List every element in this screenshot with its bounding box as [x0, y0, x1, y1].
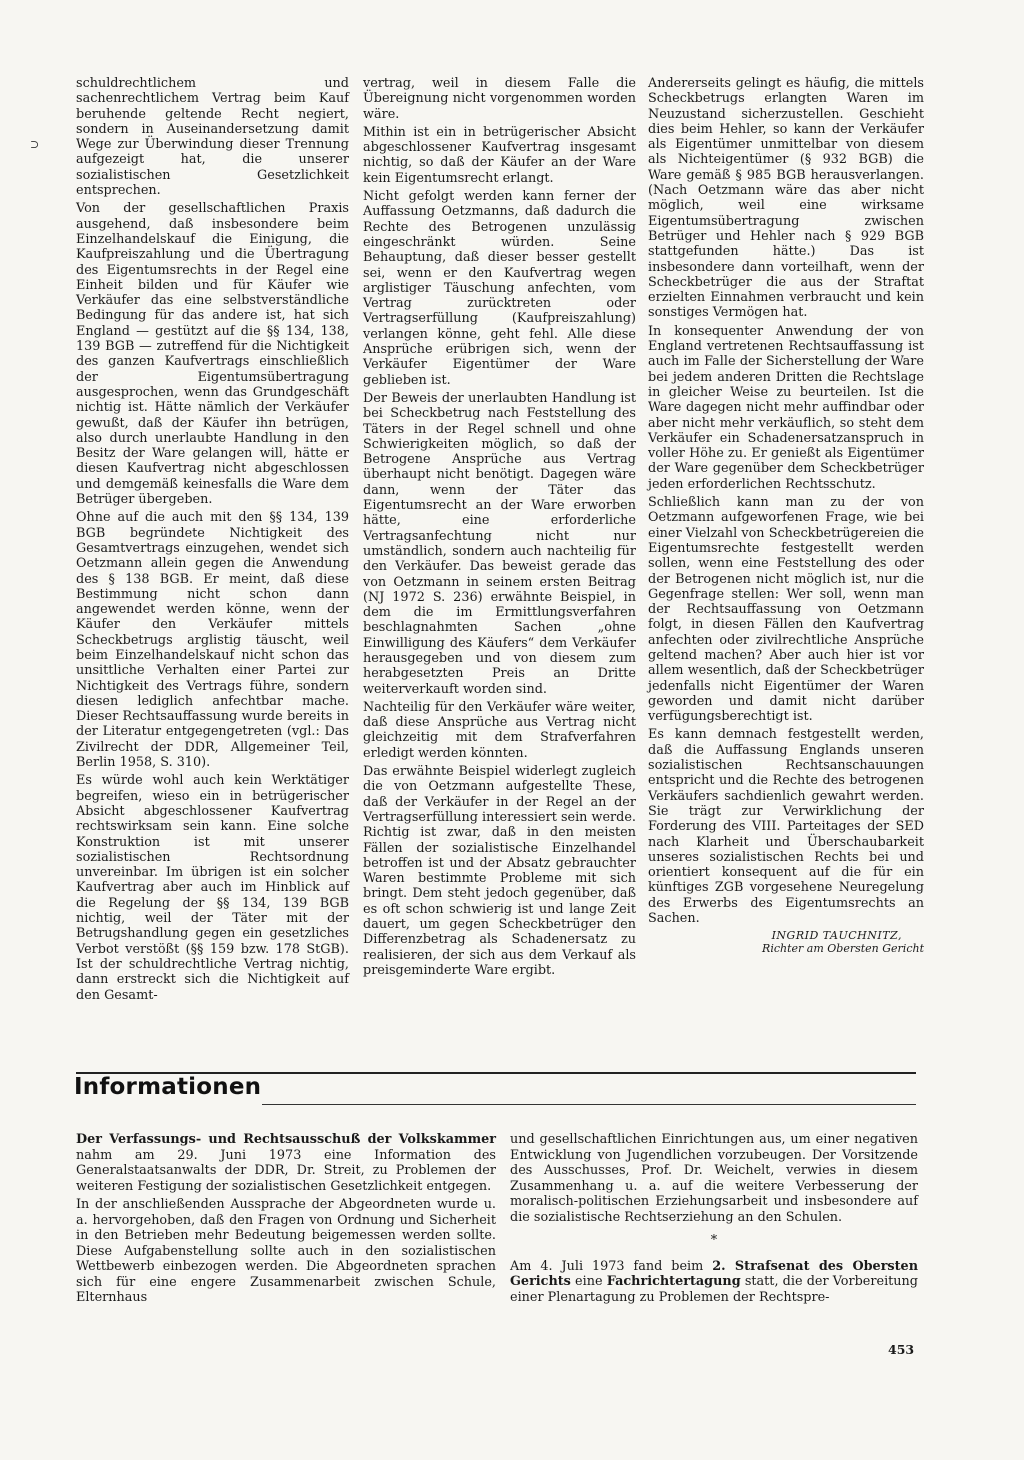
- paragraph: Mithin ist ein in betrügerischer Absicht abgeschlossener Kaufvertrag insgesamt nichtig, so daß der Käufer an der Ware kein Eigentumsrecht erlangt.: [363, 124, 636, 186]
- bold-run: 2. Strafsenat des Obersten Gerichts: [510, 1258, 918, 1289]
- text-run: Am 4. Juli 1973 fand beim: [510, 1258, 713, 1274]
- margin-mark: ⊃: [30, 138, 40, 151]
- paragraph: In der anschließenden Aussprache der Abgeordneten wurde u. a. hervorgehoben, daß den Fragen von Ordnung und Sicherheit in den Betrieben mehr Bedeutung beigemessen werden sollte. Diese Aufgabenstellung sollte auch in den sozialistischen Wettbewerb einbezogen werden. Die Abgeordneten sprachen sich für eine engere Zusammenarbeit zwischen Schule, Elternhaus: [76, 1197, 496, 1305]
- text-run: eine: [570, 1274, 607, 1289]
- paragraph: Ohne auf die auch mit den §§ 134, 139 BGB begründete Nichtigkeit des Gesamtvertrags einzugehen, wendet sich Oetzmann allein gegen die Anwendung des § 138 BGB. Er meint, daß diese Bestimmung nicht schon dann angewendet werden könne, wenn der Käufer den Verkäufer mittels Scheckbetrugs arglistig täuscht, weil beim Einzelhandelskauf nicht schon das unsittliche Verhalten einer Partei zur Nichtigkeit des Vertrags führe, sondern diesen lediglich anfechtbar mache. Dieser Rechtsauffassung wurde bereits in der Literatur entgegengetreten (vgl.: Das Zivilrecht der DDR, Allgemeiner Teil, Berlin 1958, S. 310).: [76, 510, 349, 771]
- article-column-2: [363, 76, 636, 981]
- paragraph: Andererseits gelingt es häufig, die mittels Scheckbetrugs erlangten Waren im Neuzustand sicherzustellen. Geschieht dies beim Hehler, so kann der Verkäufer als Eigentümer unmittelbar von diesem als Nichteigentümer (§ 932 BGB) die Ware gemäß § 985 BGB herausverlangen. (Nach Oetzmann wäre das aber nicht möglich, weil eine wirksame Eigentumsübertragung zwischen Betrüger und Hehler nach § 929 BGB stattgefunden hätte.) Das ist insbesondere dann vorteilhaft, wenn der Scheckbetrüger die aus der Straftat erzielten Einnahmen verbraucht und kein sonstiges Vermögen hat.: [648, 76, 924, 321]
- paragraph: Das erwähnte Beispiel widerlegt zugleich die von Oetzmann aufgestellte These, daß der Verkäufer in der Regel an der Vertragserfüllung interessiert sein werde. Richtig ist zwar, daß in den meisten Fällen der sozialistische Einzelhandel betroffen ist und der Absatz gebrauchter Waren bestimmte Probleme mit sich bringt. Dem steht jedoch gegenüber, daß es oft schon schwierig ist und lange Zeit dauert, um gegen Scheckbetrüger den Differenzbetrag als Schadenersatz zu realisieren, der sich aus dem Verkauf als preisgeminderte Ware ergibt.: [363, 764, 636, 978]
- article-column-3: [648, 76, 924, 955]
- paragraph: Schließlich kann man zu der von Oetzmann aufgeworfenen Frage, wie bei einer Vielzahl von Scheckbetrügereien die Eigentumsrechte festgestellt werden sollen, wenn eine Feststellung des oder der Betrogenen nicht möglich ist, nur die Gegenfrage stellen: Wer soll, wenn man der Rechtsauffassung von Oetzmann folgt, in diesen Fällen den Kaufvertrag anfechten oder zivilrechtliche Ansprüche geltend machen? Aber auch hier ist vor allem wesentlich, daß der Scheckbetrüger jedenfalls nicht Eigentümer der Waren geworden und damit nicht darüber verfügungsberechtigt ist.: [648, 495, 924, 725]
- paragraph: [510, 1259, 918, 1306]
- paragraph: Der Beweis der unerlaubten Handlung ist bei Scheckbetrug nach Feststellung des Täters in der Regel schnell und ohne Schwierigkeiten möglich, so daß der Betrogene Ansprüche aus Vertrag überhaupt nicht benötigt. Dagegen wäre dann, wenn der Täter das Eigentumsrecht an der Ware erworben hätte, eine erforderliche Vertragsanfechtung nicht nur umständlich, sondern auch nachteilig für den Verkäufer. Das beweist gerade das von Oetzmann in seinem ersten Beitrag (NJ 1972 S. 236) erwähnte Beispiel, in dem die im Ermittlungsverfahren beschlagnahmten Sachen „ohne Einwilligung des Käufers“ dem Verkäufer herausgegeben und von diesem zum herabgesetzten Preis an Dritte weiterverkauft worden sind.: [363, 390, 636, 697]
- info-column-1: [76, 1132, 496, 1309]
- paragraph: und gesellschaftlichen Einrichtungen aus, um einer negativen Entwicklung von Jugendlichen vorzubeugen. Der Vorsitzende des Ausschusses, Prof. Dr. Weichelt, verwies in diesem Zusammenhang u. a. auf die weitere Verbesserung der moralisch-politischen Erziehungsarbeit und insbesondere auf die sozialistische Rechtserziehung an den Schulen.: [510, 1132, 918, 1225]
- page-number: 453: [888, 1342, 915, 1357]
- info-column-2: [510, 1132, 918, 1308]
- paragraph: Es würde wohl auch kein Werktätiger begreifen, wieso ein in betrügerischer Absicht abgeschlossener Kaufvertrag rechtswirksam sein kann. Eine solche Konstruktion ist mit unserer sozialistischen Rechtsordnung unvereinbar. Im übrigen ist ein solcher Kaufvertrag aber auch im Hinblick auf die Regelung der §§ 134, 139 BGB nichtig, weil der Täter mit der Betrugshandlung gegen ein gesetzliches Verbot verstößt (§§ 159 bzw. 178 StGB). Ist der schuldrechtliche Vertrag nichtig, dann erstreckt sich die Nichtigkeit auf den Gesamt-: [76, 773, 349, 1003]
- author-name: INGRID TAUCHNITZ,: [771, 929, 902, 943]
- paragraph: Nicht gefolgt werden kann ferner der Auffassung Oetzmanns, daß dadurch die Rechte des Betrogenen unzulässig eingeschränkt würden. Seine Behauptung, daß dieser besser gestellt sei, wenn er den Kaufvertrag wegen arglistiger Täuschung anfechten, vom Vertrag zurücktreten oder Vertragserfüllung (Kaufpreiszahlung) verlangen könne, geht fehl. Alle diese Ansprüche erübrigen sich, wenn der Verkäufer Eigentümer der Ware geblieben ist.: [363, 189, 636, 388]
- paragraph: schuldrechtlichem und sachenrechtlichem Vertrag beim Kauf beruhende geltende Recht negiert, sondern in Auseinandersetzung damit Wege zur Überwindung dieser Trennung aufgezeigt hat, die unserer sozialistischen Gesetzlichkeit entsprechen.: [76, 76, 349, 199]
- article-column-1: [76, 76, 349, 1006]
- text-run: nahm am 29. Juni 1973 eine Information des Generalstaatsanwalts der DDR, Dr. Streit, zu Problemen der weiteren Festigung der sozialistischen Gesetzlichkeit entgegen.: [76, 1147, 496, 1194]
- text-run: statt, die der Vorbereitung einer Plenartagung zu Problemen der Rechtspre-: [510, 1274, 918, 1305]
- section-title: Informationen: [74, 1074, 262, 1100]
- paragraph: Von der gesellschaftlichen Praxis ausgehend, daß insbesondere beim Einzelhandelskauf die Einigung, die Kaufpreiszahlung und die Übertragung des Eigentumsrechts in der Regel eine Einheit bilden und für Käufer wie Verkäufer das eine selbstverständliche Bedingung für das andere ist, hat sich England — gestützt auf die §§ 134, 138, 139 BGB — zutreffend für die Nichtigkeit des ganzen Kaufvertrags einschließlich der Eigentumsübertragung ausgesprochen, wenn das Grundgeschäft nichtig ist. Hätte nämlich der Verkäufer gewußt, daß der Käufer ihn betrügen, also durch unerlaubte Handlung in den Besitz der Ware gelangen will, hätte er diesen Kaufvertrag nicht abgeschlossen und demgemäß keinesfalls die Ware dem Betrüger übergeben.: [76, 201, 349, 508]
- title-rule: [262, 1104, 916, 1105]
- separator-asterisk: *: [710, 1233, 718, 1248]
- paragraph: In konsequenter Anwendung der von England vertretenen Rechtsauffassung ist auch im Falle der Sicherstellung der Ware bei jedem anderen Dritten die Rechtslage in gleicher Weise zu beurteilen. Ist die Ware dagegen nicht mehr auffindbar oder aber nicht mehr verkäuflich, so steht dem Verkäufer ein Schadenersatzanspruch in voller Höhe zu. Er genießt als Eigentümer der Ware gegenüber dem Scheckbetrüger jeden erforderlichen Rechtsschutz.: [648, 323, 924, 492]
- bold-run: Fachrichtertagung: [606, 1274, 741, 1289]
- bold-lead: Der Verfassungs- und Rechtsausschuß der Volkskammer: [76, 1132, 496, 1147]
- paragraph: Es kann demnach festgestellt werden, daß die Auffassung Englands unseren sozialistischen Rechtsanschauungen entspricht und die Rechte des betrogenen Verkäufers sachdienlich gewahrt werden. Sie trägt zur Verwirklichung der Forderung des VIII. Parteitages der SED nach Klarheit und Überschaubarkeit unseres sozialistischen Rechts bei und orientiert konsequent auf die für ein künftiges ZGB vorgesehene Neuregelung des Erwerbs des Eigentumsrechts an Sachen.: [648, 727, 924, 927]
- author-role: Richter am Obersten Gericht: [762, 942, 924, 956]
- paragraph: [76, 1132, 496, 1194]
- paragraph: vertrag, weil in diesem Falle die Übereignung nicht vorgenommen worden wäre.: [363, 76, 636, 122]
- paragraph: Nachteilig für den Verkäufer wäre weiter, daß diese Ansprüche aus Vertrag nicht gleichzeitig mit dem Strafverfahren erledigt werden könnten.: [363, 699, 636, 761]
